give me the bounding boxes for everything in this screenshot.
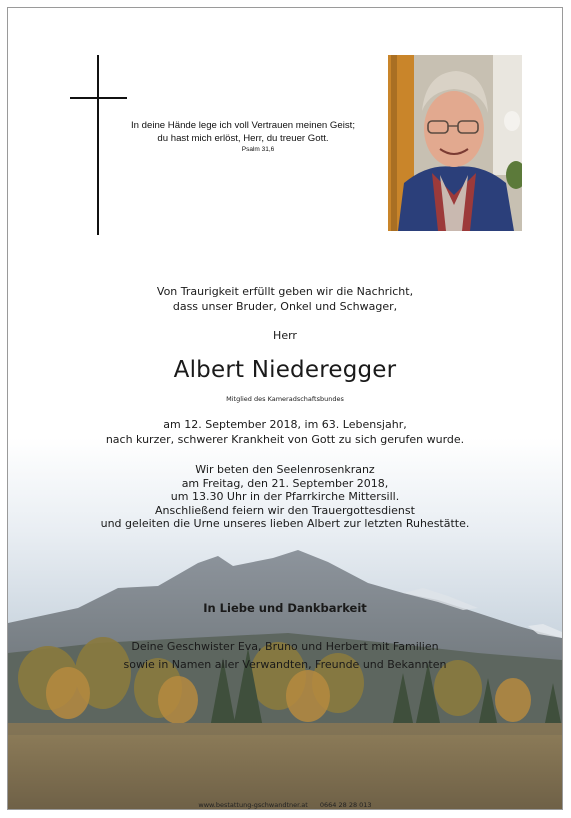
- service-line: Wir beten den Seelenrosenkranz: [195, 463, 375, 476]
- service-line: am Freitag, den 21. September 2018,: [181, 476, 389, 490]
- death-details: [8, 418, 562, 447]
- cross-icon-bar: [70, 97, 127, 99]
- obituary-card: [7, 7, 563, 810]
- service-line: und geleiten die Urne unseres lieben Albert zur letzten Ruhestätte.: [100, 517, 470, 530]
- mourners-line: Deine Geschwister Eva, Bruno und Herbert mit Familien: [131, 640, 439, 653]
- death-line: am 12. September 2018, im 63. Lebensjahr,: [163, 418, 407, 431]
- closing-heading: In Liebe und Dankbarkeit: [203, 601, 367, 615]
- service-line: um 13.30 Uhr in der Pfarrkirche Mittersill.: [170, 490, 400, 503]
- service-details: [8, 463, 562, 531]
- psalm-source: Psalm 31,6: [241, 146, 275, 153]
- psalm-line: In deine Hände lege ich voll Vertrauen meinen Geist;: [131, 120, 355, 131]
- footer-website[interactable]: www.bestattung-gschwandtner.at: [198, 801, 308, 809]
- death-line: nach kurzer, schwerer Krankheit von Gott zu sich gerufen wurde.: [105, 432, 465, 446]
- psalm-quote: [118, 120, 368, 154]
- announcement-line: dass unser Bruder, Onkel und Schwager,: [172, 299, 398, 313]
- announcement-intro: [8, 285, 562, 314]
- portrait-photo: [388, 55, 522, 231]
- footer: [8, 801, 562, 809]
- membership-note: Mitglied des Kameradschaftsbundes: [226, 395, 344, 403]
- psalm-line: du hast mich erlöst, Herr, du treuer Gott.: [157, 132, 329, 144]
- mourners-line: sowie in Namen aller Verwandten, Freunde und Bekannten: [123, 658, 447, 671]
- service-line: Anschließend feiern wir den Trauergottesdienst: [155, 503, 415, 517]
- salutation: Herr: [273, 329, 297, 342]
- mourners-list: [8, 638, 562, 674]
- announcement-line: Von Traurigkeit erfüllt geben wir die Nachricht,: [156, 285, 414, 298]
- cross-icon: [97, 55, 99, 235]
- footer-phone: 0664 28 28 013: [319, 801, 372, 809]
- deceased-name: Albert Niederegger: [173, 357, 397, 383]
